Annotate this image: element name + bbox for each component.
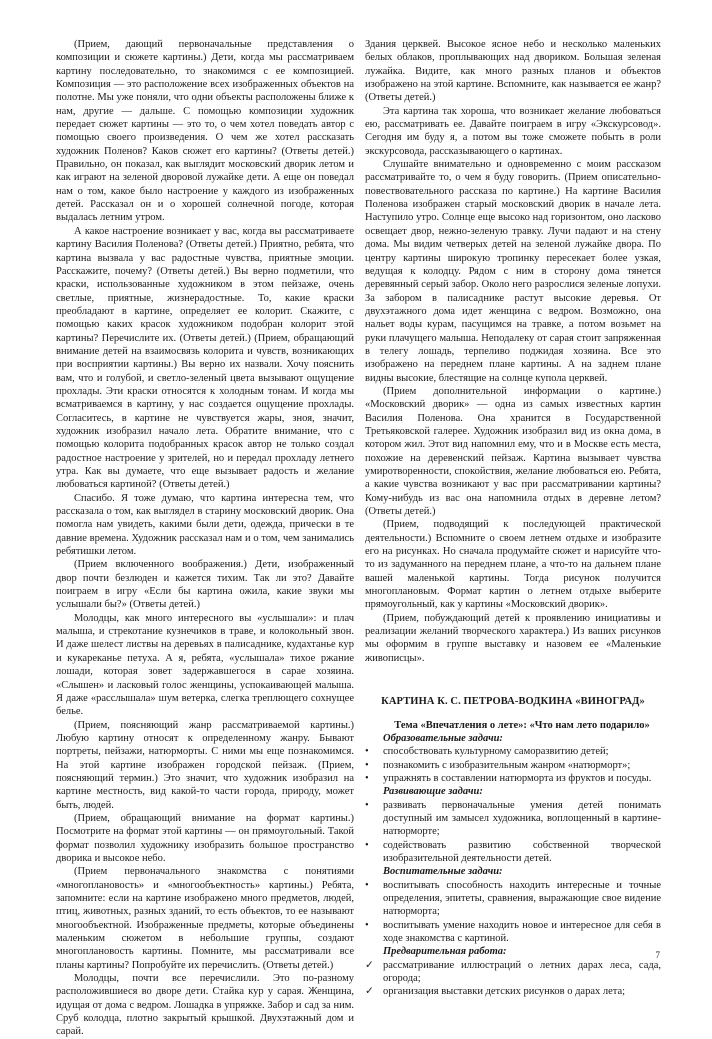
paragraph: (Прием включенного воображения.) Дети, изображенный двор почти безлюден и кажется тихим. Так ли это? Давайте поиграем в игру «Если бы картина ожила, какие звуки мы услышали бы?» (Ответы детей.) xyxy=(56,559,354,611)
list-item: • воспитывать способность находить интересные и точные определения, эпитеты, сравнения, выражающие свое видение натюрморта; xyxy=(365,879,661,919)
paragraph: Слушайте внимательно и одновременно с моим рассказом рассматривайте то, о чем я буду говорить. (Прием описательно-повествовательного рассказа по картине.) На картине Василия Поленова изображен старый московский дворик в начале лета. Наступило утро. Солнце еще высоко над горизонтом, оно ласково освещает двор, нежно-зеленую травку. Лучи падают и на стену дома. Мы видим четверых детей на зеленой лужайке двора. По центру картины широкую тропинку пересекает более узкая, ведущая к колодцу. Рядом с ним в сторону дома тянется деревянный серый забор. Около него разрослиcя зеленые лопухи. За забором в палисаднике растут высокие деревья. От двухэтажного дома идет женщина с ведром. Возможно, она нальет воды курам, пасущимся на травке, а потом возьмет на руки плачущего малыша. Неподалеку от сарая стоит запряженная в телегу лошадь, терпеливо поджидая хозяина. Все это изображено на переднем плане картины. А на заднем плане видны высокие, блестящие на солнце купола церквей. xyxy=(365,159,661,384)
educational-tasks-title: Образовательные задачи: xyxy=(383,732,503,744)
paragraph: Эта картина так хороша, что возникает желание любоваться ею, рассматривать ее. Давайте поиграем в игру «Экскурсовод». Сегодня им буду я, а потом вы тоже сможете побыть в роли экскурсовода, рассказывающего о картинах. xyxy=(365,105,661,157)
upbringing-tasks-list xyxy=(365,879,661,946)
developing-tasks-title: Развивающие задачи: xyxy=(383,786,483,798)
upbringing-tasks-title: Воспитательные задачи: xyxy=(383,866,503,878)
paragraph: Молодцы, как много интересного вы «услышали»: и плач малыша, и стрекотание кузнечиков в траве, и колокольный звон. И даже шелест листвы на деревьях в палисаднике, кудахтанье кур и кукареканье петуха. А я, ребята, «услышала» тихое ржание лошади, которая зовет задержавшегося в сарае хозяина. «Слышен» и ласковый голос женщины, успокаивающей малыша. Я даже «расслышала» шум ветерка, слегка треплющего сохнущее белье. xyxy=(56,612,354,718)
paragraph: А какое настроение возникает у вас, когда вы рассматриваете картину Василия Поленова? (Ответы детей.) Приятно, ребята, что картина вызвала у вас радостные чувства, приятные эмоции. Расскажите, почему? (Ответы детей.) Вы верно подметили, что краски, использованные художником в этом пейзаже, очень светлые, приятные, жизнерадостные. То, какие краски преобладают в картине, определяет ее колорит. Скажите, с помощью каких красок художником подобран колорит этой картины? Перечислите их. (Ответы детей.) (Прием, обращающий внимание детей на взаимосвязь колорита и чувств, возникающих при восприятии картины.) Вы верно их назвали. Хочу пояснить вам, что и голубой, и светло-зеленый цвета вызывают ощущение прохлады. Эти краски относятся к холодным тонам. И когда мы всматриваемся в картину, у нас создается ощущение прохлады. Согласитесь, в картине не чувствуется жары, зноя, значит, художник изобразил начало лета. Обратите внимание, что с помощью колорита подобранных красок автор не только создал радостное настроение у зрителей, но и передал прохладу летнего утра. Как вы думаете, что еще вызывает радость и желание любоваться картиной? (Ответы детей.) xyxy=(56,225,354,491)
paragraph: Спасибо. Я тоже думаю, что картина интересна тем, что рассказала о том, как выглядел в старину московский дворик. Она помогла нам увидеть, какими были дети, одежда, прически в те давние времена. Художник рассказал нам и о том, чем занимались ребятишки летом. xyxy=(56,492,354,558)
list-item: • упражнять в составлении натюрморта из фруктов и посуды. xyxy=(365,772,661,785)
preparatory-work-title: Предварительная работа: xyxy=(383,946,507,958)
paragraph: (Прием, побуждающий детей к проявлению инициативы и реализации желаний творческого характера.) Из ваших рисунков мы оформим в группе выставку и назовем ее «Маленькие живописцы». xyxy=(365,612,661,664)
right-column xyxy=(365,38,661,999)
lesson-theme: Тема «Впечатления о лете»: «Что нам лето подарило» xyxy=(394,719,650,731)
paragraph: (Прием, подводящий к последующей практической деятельности.) Вспомните о своем летнем отдыхе и изобразите его на рисунках. Но сначала продумайте сюжет и нарисуйте что-то из задуманного на переднем плане, а что-то на дальнем плане вашей маленькой картины. Тогда рисунок получится многопланoвым. Формат картин о летнем отдыхе выберите прямоугольный, как у картины «Московский дворик». xyxy=(365,519,661,611)
paragraph: Молодцы, почти все перечислили. Это по-разному расположившиеся во дворе дети. Стайка кур у сарая. Женщина, идущая от дома с ведром. Лошадка в упряжке. Забор и сад за ним. Сруб колодца, плотно закрытый крышкой. Двухэтажный дом и сарай. xyxy=(56,973,354,1038)
page-number: 7 xyxy=(655,950,660,960)
developing-tasks-list xyxy=(365,799,661,866)
paragraph: (Прием, поясняющий жанр рассматриваемой картины.) Любую картину относят к определенному жанру. Бывают портреты, пейзажи, натюрморты. С ними мы еще познакомимся. На этой картине изображен городской пейзаж. (Прием, поясняющий термин.) Это значит, что художник изобразил на картине местность, вид какой-то части города, природу, может быть, людей. xyxy=(56,719,354,811)
paragraph: Здания церквей. Высокое ясное небо и несколько маленьких белых облаков, проплывающих над двориком. Большая зеленая лужайка. Видите, как много разных планов и объектов изображено на этой картине. Вспомните, как называется ее жанр? (Ответы детей.) xyxy=(365,39,661,104)
list-item: ✓ рассматривание иллюстраций о летних дарах леса, сада, огорода; xyxy=(365,959,661,986)
list-item: • воспитывать умение находить новое и интересное для себя в ходе знакомства с картиной. xyxy=(365,919,661,946)
list-item: • развивать первоначальные умения детей понимать доступный им замысел художника, воплощенный в картине-натюрморте; xyxy=(365,799,661,839)
left-column xyxy=(56,38,354,1039)
paragraph: (Прием, обращающий внимание на формат картины.) Посмотрите на формат этой картины — он прямоугольный. Такой формат позволил художнику изобразить большое пространство дворика и высокое небо. xyxy=(56,812,354,864)
list-item: ✓ организация выставки детских рисунков о дарах лета; xyxy=(365,985,661,998)
paragraph: (Прием, дающий первоначальные представления о композиции и сюжете картины.) Дети, когда мы рассматриваем картину последовательно, то знакомимся с ее композицией. Композиция — это расположение всех изображенных объектов на полотне. Мы уже поняли, что одни объекты расположены ближе к нам, другие — дальше. С помощью композиции художник передает сюжет картины — это то, о чем хотел поведать автор с помощью своего произведения. О чем же хотел рассказать художник Поленов? Каков сюжет его картины? (Ответы детей.) Правильно, он показал, как выглядит московский дворик летом и как играют на зеленой дворовой лужайке дети. А еще он поведал нам о том, какое было настроение у каждого из изображенных детей. Рассказал он и о хорошей солнечной погоде, которая выдалась летним утром. xyxy=(56,39,354,224)
list-item: • познакомить с изобразительным жанром «натюрморт»; xyxy=(365,759,661,772)
educational-tasks-list xyxy=(365,745,661,785)
list-item: • содействовать развитию собственной творческой изобразительной деятельности детей. xyxy=(365,839,661,866)
paragraph: (Прием первоначального знакомства с понятиями «многоплановость» и «многообъектность» картины.) Ребята, запомните: если на картине изображено много предметов, людей, птиц, животных, разных зданий, то есть объектов, то ее называют многообъектной. Изображенные предметы, которые объединены маленьким сюжетом в небольшие группы, создают многоплановость картины. Помните, мы рассматривали все планы картины? Попробуйте их перечислить. (Ответы детей.) xyxy=(56,866,354,971)
section-heading: КАРТИНА К. С. ПЕТРОВА-ВОДКИНА «ВИНОГРАД» xyxy=(381,696,645,708)
preparatory-work-list xyxy=(365,959,661,999)
list-item: • способствовать культурному саморазвитию детей; xyxy=(365,745,661,758)
paragraph: (Прием дополнительной информации о картине.) «Московский дворик» — одна из самых известных картин Василия Поленова. Она хранится в Государственной Третьяковской галерее. Художник изобразил вид из окна дома, в котором жил. Этот вид напомнил ему, что и в Москве есть места, похожие на деревенский пейзаж. Картина вызывает чувства умиротворенности, спокойствия, желание любоваться ею. Ребята, а какие чувства возникают у вас при рассматривании картины? Кому-нибудь из вас она напомнила отдых в деревне летом? (Ответы детей.) xyxy=(365,385,661,518)
